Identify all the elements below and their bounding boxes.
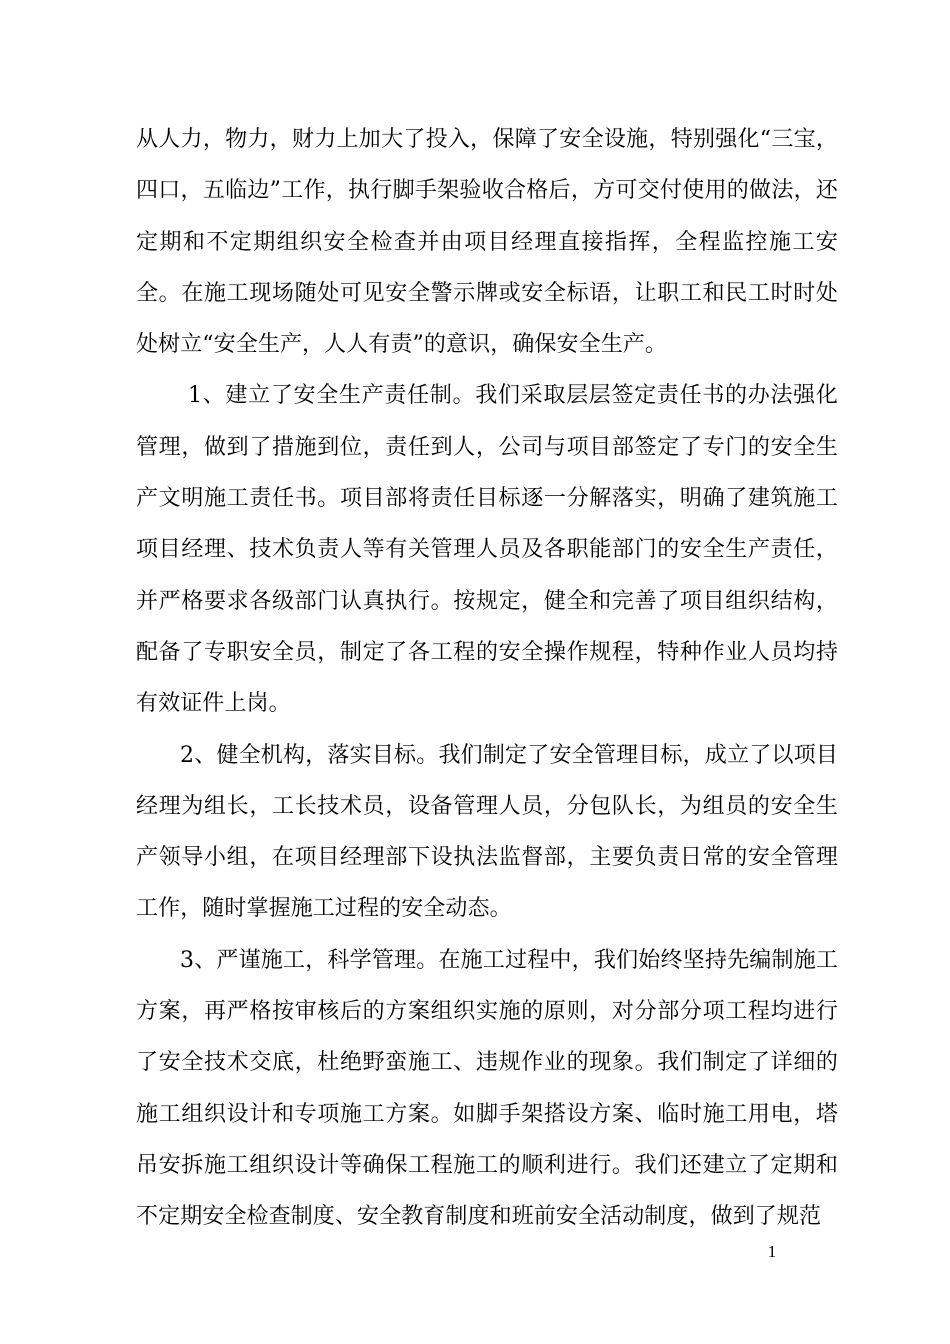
paragraph-organization: 2、健全机构，落实目标。我们制定了安全管理目标，成立了以项目经理为组长，工长技术员，设备管理人员，分包队长，为组员的安全生产领导小组，在项目经理部下设执法监督部，主要负责日常的安全管理工作，随时掌握施工过程的安全动态。 xyxy=(136,742,838,922)
page-number: 1 xyxy=(767,1242,777,1261)
body-text xyxy=(136,114,838,1243)
paragraph-construction-management: 3、严谨施工，科学管理。在施工过程中，我们始终坚持先编制施工方案，再严格按审核后的方案组织实施的原则，对分部分项工程均进行了安全技术交底，杜绝野蛮施工、违规作业的现象。我们制定了详细的施工组织设计和专项施工方案。如脚手架搭设方案、临时施工用电，塔吊安拆施工组织设计等确保工程施工的顺利进行。我们还建立了定期和不定期安全检查制度、安全教育制度和班前安全活动制度，做到了规范 xyxy=(136,947,838,1230)
paragraph-continuation: 从人力，物力，财力上加大了投入，保障了安全设施，特别强化“三宝，四口，五临边”工作，执行脚手架验收合格后，方可交付使用的做法，还定期和不定期组织安全检查并由项目经理直接指挥，全程监控施工安全。在施工现场随处可见安全警示牌或安全标语，让职工和民工时时处处树立“安全生产，人人有责”的意识，确保安全生产。 xyxy=(136,127,838,358)
paragraph-responsibility-system: 1、建立了安全生产责任制。我们采取层层签定责任书的办法强化管理，做到了措施到位，责任到人，公司与项目部签定了专门的安全生产文明施工责任书。项目部将责任目标逐一分解落实，明确了建筑施工项目经理、技术负责人等有关管理人员及各职能部门的安全生产责任，并严格要求各级部门认真执行。按规定，健全和完善了项目组织结构，配备了专职安全员，制定了各工程的安全操作规程，特种作业人员均持有效证件上岗。 xyxy=(136,383,838,717)
